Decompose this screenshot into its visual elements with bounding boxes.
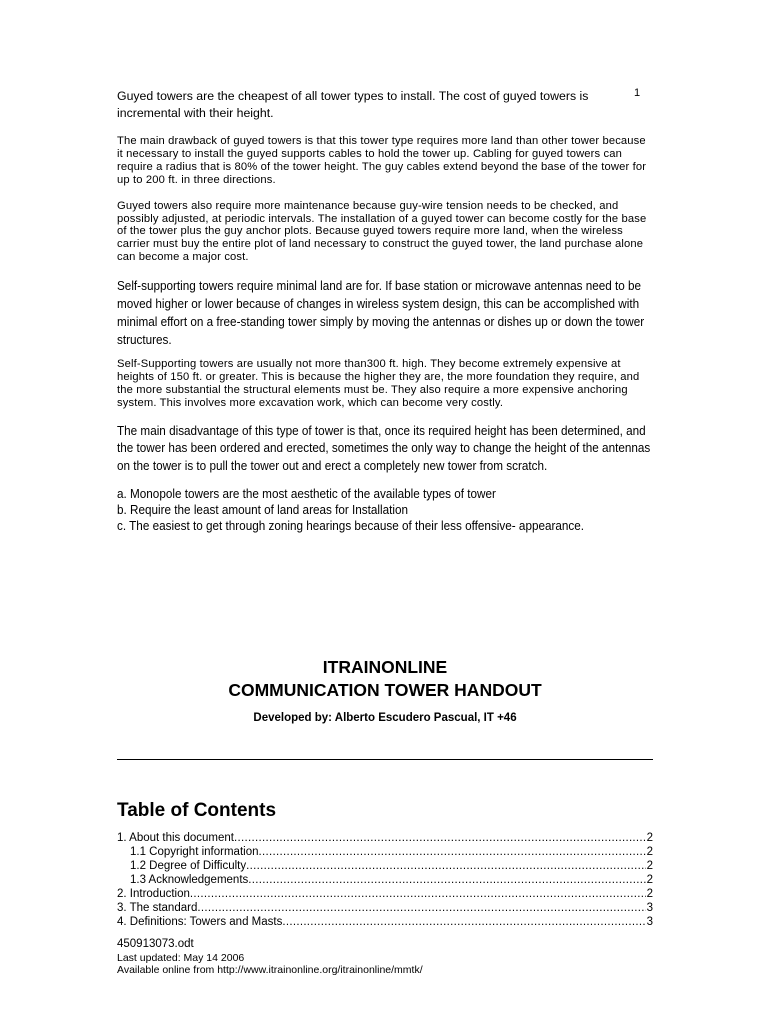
paragraph-guyed-maintenance: Guyed towers also require more maintenance because guy-wire tension needs to be checked, and possibly adjusted, at periodic intervals. The installation of a guyed tower can become costly for the base of the tower plus the guy anchor plots. Because guyed towers require more land, when the wireless carrier must buy the entire plot of land necessary to construct the guyed tower, the land purchase alone can become a major cost.: [117, 199, 647, 264]
page-footer: [117, 938, 423, 977]
toc-entry-page: 3: [646, 916, 653, 928]
toc-entry-page: 3: [646, 902, 653, 914]
toc-entry-page: 2: [646, 846, 653, 858]
toc-entry-title: 4. Definitions: Towers and Masts: [117, 916, 283, 928]
paragraph-self-supporting-land: Self-supporting towers require minimal land are for. If base station or microwave antennas need to be moved higher or lower because of changes in wireless system design, this can be accomplished with minimal effort on a free-standing tower simply by moving the antennas or dishes up or down the tower structures.: [117, 279, 645, 348]
page-number: 1: [634, 87, 641, 99]
toc-entry-copyright[interactable]: [117, 845, 653, 859]
paragraph-disadvantage: The main disadvantage of this type of tower is that, once its required height has been determined, and the tower has been ordered and erected, sometimes the only way to change the height of the antennas on the tower is to pull the tower out and erect a completely new tower from scratch.: [117, 423, 651, 473]
toc-entry-title: 1.1 Copyright information: [130, 846, 259, 858]
list-item: a. Monopole towers are the most aesthetic of the available types of tower: [117, 487, 496, 502]
toc-entry-page: 2: [646, 888, 653, 900]
toc-leader: [248, 873, 645, 887]
toc-entry-standard[interactable]: [117, 901, 653, 915]
body-text: [117, 88, 653, 534]
horizontal-rule: [117, 759, 653, 760]
footer-last-updated: Last updated: May 14 2006: [117, 951, 245, 964]
toc-entry-title: 1.2 Degree of Difficulty: [130, 860, 247, 872]
document-title: ITRAINONLINE: [322, 657, 448, 677]
footer-availability: Available online from http://www.itrainonline.org/itrainonline/mmtk/: [117, 964, 423, 976]
toc-leader: [190, 887, 646, 901]
paragraph-self-supporting-height: Self-Supporting towers are usually not more than300 ft. high. They become extremely expensive at heights of 150 ft. or greater. This is because the higher they are, the more foundation they require, and the more substantial the structural elements must be. They also require a more expensive anchoring system. This involves more excavation work, which can become very costly.: [117, 358, 640, 409]
document-title-block: [117, 656, 653, 724]
toc-entry-page: 2: [646, 860, 653, 872]
document-subtitle: COMMUNICATION TOWER HANDOUT: [228, 680, 542, 700]
toc-entry-page: 2: [646, 874, 653, 886]
toc-entry-about[interactable]: [117, 831, 653, 845]
toc-leader: [258, 845, 645, 859]
list-item: c. The easiest to get through zoning hearings because of their less offensive- appearance.: [117, 519, 585, 534]
paragraph-guyed-cost: Guyed towers are the cheapest of all tower types to install. The cost of guyed towers is incremental with their height.: [117, 89, 589, 120]
table-of-contents: [117, 831, 653, 929]
toc-leader: [282, 915, 645, 929]
developed-by: Developed by: Alberto Escudero Pascual, IT +46: [253, 712, 517, 724]
toc-leader: [246, 859, 645, 873]
toc-entry-definitions[interactable]: [117, 915, 653, 929]
toc-leader: [234, 831, 646, 845]
monopole-list: [117, 486, 653, 534]
toc-leader: [197, 901, 645, 915]
footer-filename: 450913073.odt: [117, 938, 194, 950]
toc-entry-acknowledgements[interactable]: [117, 873, 653, 887]
toc-entry-title: 3. The standard: [117, 902, 198, 914]
toc-entry-introduction[interactable]: [117, 887, 653, 901]
toc-entry-title: 1.3 Acknowledgements: [130, 874, 249, 886]
toc-entry-difficulty[interactable]: [117, 859, 653, 873]
paragraph-guyed-drawback: The main drawback of guyed towers is that this tower type requires more land than other tower because it necessary to install the guyed supports cables to hold the tower up. Cabling for guyed towers can require a radius that is 80% of the tower height. The guy cables extend beyond the base of the tower for up to 200 ft. in three directions.: [117, 135, 647, 186]
list-item: b. Require the least amount of land areas for Installation: [117, 503, 409, 518]
toc-entry-title: 2. Introduction: [117, 888, 190, 900]
toc-entry-title: 1. About this document: [117, 832, 234, 844]
toc-entry-page: 2: [646, 832, 653, 844]
toc-heading: Table of Contents: [117, 800, 277, 821]
